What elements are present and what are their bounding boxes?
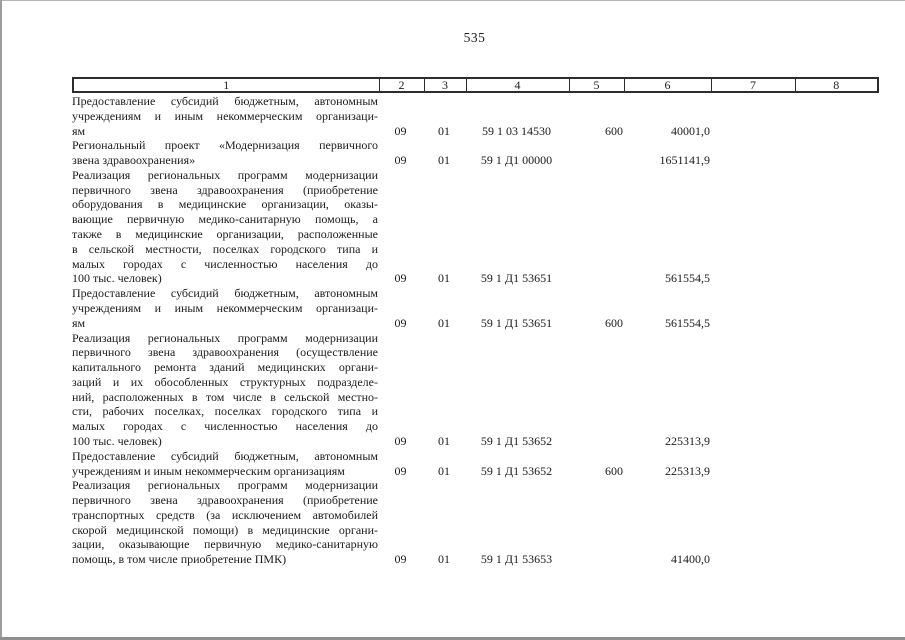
budget-table-header [72, 77, 879, 93]
table-row [72, 94, 877, 138]
row-name-line: Предоставление субсидий бюджетным, автономным [72, 94, 378, 108]
table-row [72, 138, 877, 168]
row-name-cell [72, 449, 378, 479]
cell-expense-type: 600 [605, 315, 623, 330]
row-name-line: транспортных средств (за исключением автомобилей [72, 507, 378, 522]
header-cell-3: 3 [424, 78, 466, 92]
row-name-line: в сельской местности, поселках городского типа и [72, 241, 378, 256]
page-number: 535 [463, 30, 486, 45]
cell-podrazdel: 01 [438, 271, 450, 286]
cell-col7 [710, 331, 794, 449]
table-row [72, 331, 877, 449]
budget-table-body-table [72, 94, 877, 567]
row-name-line: малых городах с численностью населения до [72, 419, 378, 434]
scan-edge-top [0, 0, 905, 1]
cell-amount: 225313,9 [665, 463, 710, 478]
cell-col8 [794, 478, 877, 567]
cell-col8 [794, 94, 877, 138]
header-row [73, 78, 878, 92]
header-cell-4: 4 [466, 78, 569, 92]
cell-target-code: 59 1 Д1 53652 [480, 433, 553, 448]
cell-col7 [710, 168, 794, 286]
header-cell-8: 8 [795, 78, 878, 92]
row-name-line: также в медицинские организации, расположенные [72, 227, 378, 242]
cell-expense-type: 600 [605, 463, 623, 478]
cell-col8 [794, 331, 877, 449]
cell-col7 [710, 449, 794, 479]
header-cell-7: 7 [711, 78, 795, 92]
header-cell-1: 1 [73, 78, 379, 92]
row-name-line: Реализация региональных программ модернизации [72, 330, 378, 345]
row-name-line: помощь, в том числе приобретение ПМК) [72, 552, 287, 567]
row-name-line: Региональный проект «Модернизация первичного [72, 138, 378, 153]
cell-podrazdel: 01 [438, 153, 450, 168]
table-row [72, 449, 877, 479]
row-name-cell [72, 94, 378, 138]
header-cell-2: 2 [379, 78, 424, 92]
cell-col7 [710, 286, 794, 330]
cell-podrazdel: 01 [438, 433, 450, 448]
cell-target-code: 59 1 Д1 53651 [480, 315, 553, 330]
cell-target-code: 59 1 Д1 00000 [480, 153, 553, 168]
row-name-line: зации, оказывающие первичную медико-санитарную [72, 537, 378, 552]
cell-target-code: 59 1 Д1 53653 [480, 552, 553, 567]
row-name-line: Реализация региональных программ модернизации [72, 478, 378, 493]
cell-expense-type [568, 478, 623, 567]
cell-amount: 561554,5 [665, 315, 710, 330]
cell-target-code: 59 1 Д1 53651 [480, 271, 553, 286]
cell-target-code: 59 1 Д1 53652 [480, 463, 553, 478]
cell-amount: 40001,0 [671, 123, 710, 138]
row-name-cell [72, 331, 378, 449]
row-name-line: Предоставление субсидий бюджетным, автономным [72, 286, 378, 301]
row-name-cell [72, 168, 378, 286]
cell-col8 [794, 138, 877, 168]
cell-razdel: 09 [394, 271, 407, 286]
row-name-line: учреждениям и иным некоммерческим организаци- [72, 300, 378, 315]
cell-amount: 41400,0 [671, 552, 710, 567]
table-row [72, 286, 877, 330]
cell-col7 [710, 94, 794, 138]
row-name-line: ний, расположенных в том числе в сельской местно- [72, 389, 378, 404]
cell-target-code: 59 1 03 14530 [482, 123, 551, 138]
cell-podrazdel: 01 [438, 315, 450, 330]
cell-amount: 225313,9 [665, 433, 710, 448]
budget-table [72, 77, 877, 567]
row-name-line: 100 тыс. человек) [72, 271, 162, 286]
cell-col7 [710, 478, 794, 567]
cell-expense-type [568, 331, 623, 449]
row-name-line: ям [72, 123, 86, 138]
row-name-line: вающие первичную медико-санитарную помощь, а [72, 212, 378, 227]
cell-razdel: 09 [394, 153, 407, 168]
row-name-line: сти, рабочих поселках, поселках городского типа и [72, 404, 378, 419]
row-name-cell [72, 138, 378, 168]
row-name-line: ям [72, 315, 86, 330]
row-name-line: звена здравоохранения» [72, 153, 196, 168]
row-name-line: учреждениям и иным некоммерческим организациям [72, 463, 345, 478]
row-name-cell [72, 478, 378, 567]
row-name-line: малых городах с численностью населения до [72, 256, 378, 271]
table-row [72, 168, 877, 286]
row-name-cell [72, 286, 378, 330]
cell-expense-type: 600 [605, 123, 623, 138]
cell-podrazdel: 01 [438, 552, 450, 567]
header-cell-5: 5 [569, 78, 624, 92]
row-name-line: 100 тыс. человек) [72, 433, 162, 448]
row-name-line: учреждениям и иным некоммерческим организаци- [72, 108, 378, 123]
row-name-line: капитального ремонта зданий медицинских органи- [72, 360, 378, 375]
row-name-line: первичного звена здравоохранения (осуществление [72, 345, 378, 360]
cell-col8 [794, 168, 877, 286]
row-name-line: первичного звена здравоохранения (приобретение [72, 182, 378, 197]
row-name-line: заций и их обособленных структурных подразделе- [72, 374, 378, 389]
row-name-line: Предоставление субсидий бюджетным, автономным [72, 448, 378, 463]
cell-razdel: 09 [394, 463, 407, 478]
cell-col8 [794, 286, 877, 330]
cell-col7 [710, 138, 794, 168]
row-name-line: Реализация региональных программ модернизации [72, 167, 378, 182]
cell-expense-type [568, 168, 623, 286]
row-name-line: скорой медицинской помощи) в медицинские органи- [72, 522, 378, 537]
cell-col8 [794, 449, 877, 479]
scan-edge-left [0, 0, 2, 640]
cell-razdel: 09 [394, 315, 407, 330]
cell-expense-type [568, 138, 623, 168]
cell-amount: 561554,5 [665, 271, 710, 286]
cell-razdel: 09 [394, 552, 407, 567]
cell-podrazdel: 01 [438, 123, 450, 138]
cell-razdel: 09 [394, 123, 407, 138]
row-name-line: оборудования в медицинские организации, оказы- [72, 197, 378, 212]
header-cell-6: 6 [624, 78, 711, 92]
cell-podrazdel: 01 [438, 463, 450, 478]
cell-amount: 1651141,9 [659, 153, 710, 168]
budget-table-body [72, 94, 877, 567]
table-row [72, 478, 877, 567]
row-name-line: первичного звена здравоохранения (приобретение [72, 493, 378, 508]
cell-razdel: 09 [394, 433, 407, 448]
